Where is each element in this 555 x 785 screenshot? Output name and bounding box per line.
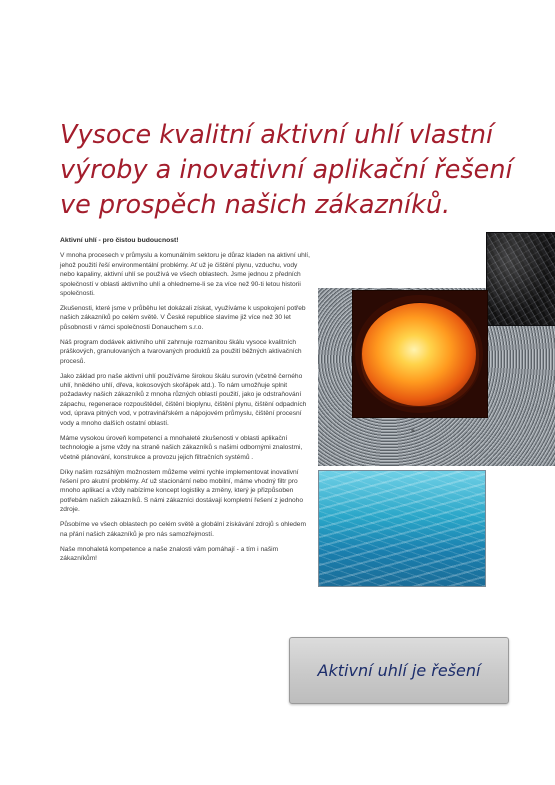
headline: Vysoce kvalitní aktivní uhlí vlastní výroby a inovativní aplikační řešení ve prospěch našich zákazníků. bbox=[60, 120, 513, 220]
article-column bbox=[60, 236, 310, 569]
article-paragraph-2: Zkušenosti, které jsme v průběhu let dokázali získat, využíváme k uspokojení potřeb našich zákazníků po celém světě. V České republice slavíme již více než 30 let působnosti v rámci společnosti Donauchem s.r.o. bbox=[60, 305, 306, 331]
article-paragraph-1: V mnoha procesech v průmyslu a komunálním sektoru je důraz kladen na aktivní uhlí, jehož použití řeší environmentální problémy. Ať už je čištění plynu, vzduchu, vody nebo kapaliny, aktivní uhlí se používá ve všech oblastech. Jsme jednou z předních společností v oblasti aktivního uhlí a ohledneme-li se za více než 90-ti letou historii společnosti. bbox=[60, 252, 310, 298]
article-paragraph-4: Jako základ pro naše aktivní uhlí používáme širokou škálu surovin (včetně černého uhlí, hnědého uhlí, dřeva, kokosových skořápek atd.). To nám umožňuje splnit požadavky našich zákazníků z mnoha různých oblastí použití, jako je odstraňování zápachu, regenerace rozpouštědel, čištění bioplynu, čištění plynu, čištění odpadních vod, úprava pitných vod, v potravinářském a nápojovém průmyslu, čištění procesní vody a mnoho dalších ostatní oblastí. bbox=[60, 372, 307, 427]
article-paragraph-5: Máme vysokou úroveň kompetencí a mnohaleté zkušenosti v oblasti aplikační technologie a jsme vždy na straně našich zákazníků s našimi odbornými znalostmi, včetně plánování, konstrukce a provozu jejich filtračních systémů . bbox=[60, 434, 303, 461]
carbon-pellets-photo bbox=[486, 232, 555, 326]
furnace-rim bbox=[355, 295, 483, 413]
article-paragraph-7: Působíme ve všech oblastech po celém světě a globální získávání zdrojů s ohledem na přání našich zákazníků je pro nás samozřejmostí. bbox=[60, 521, 306, 538]
article-heading: Aktivní uhlí - pro čistou budoucnost! bbox=[60, 237, 179, 244]
water-surface-photo bbox=[318, 470, 486, 587]
article-paragraph-3: Náš program dodávek aktivního uhlí zahrnuje rozmanitou škálu vysoce kvalitních práškových, granulovaných a tvarovaných produktů za použití běžných aktivačních procesů. bbox=[60, 338, 302, 365]
image-collage bbox=[318, 232, 555, 587]
solution-banner bbox=[289, 637, 509, 704]
article-paragraph-8: Naše mnohaletá kompetence a naše znalosti vám pomáhají - a tím i našim zákazníkům! bbox=[60, 545, 279, 562]
furnace-fire-photo bbox=[352, 290, 488, 418]
article-paragraph-6: Díky našim rozsáhlým možnostem můžeme velmi rychle implementovat inovativní řešení pro akutní problémy. Ať už stacionární nebo mobilní, máme vhodný filtr pro mnoho aplikací a vždy nabízíme koncept logistiky a změny, který je přizpůsoben potřebám našich zákazníků. S námi zákazníci dostávají kompletní řešení z jednoho zdroje. bbox=[60, 468, 303, 514]
banner-text: Aktivní uhlí je řešení bbox=[317, 661, 481, 680]
